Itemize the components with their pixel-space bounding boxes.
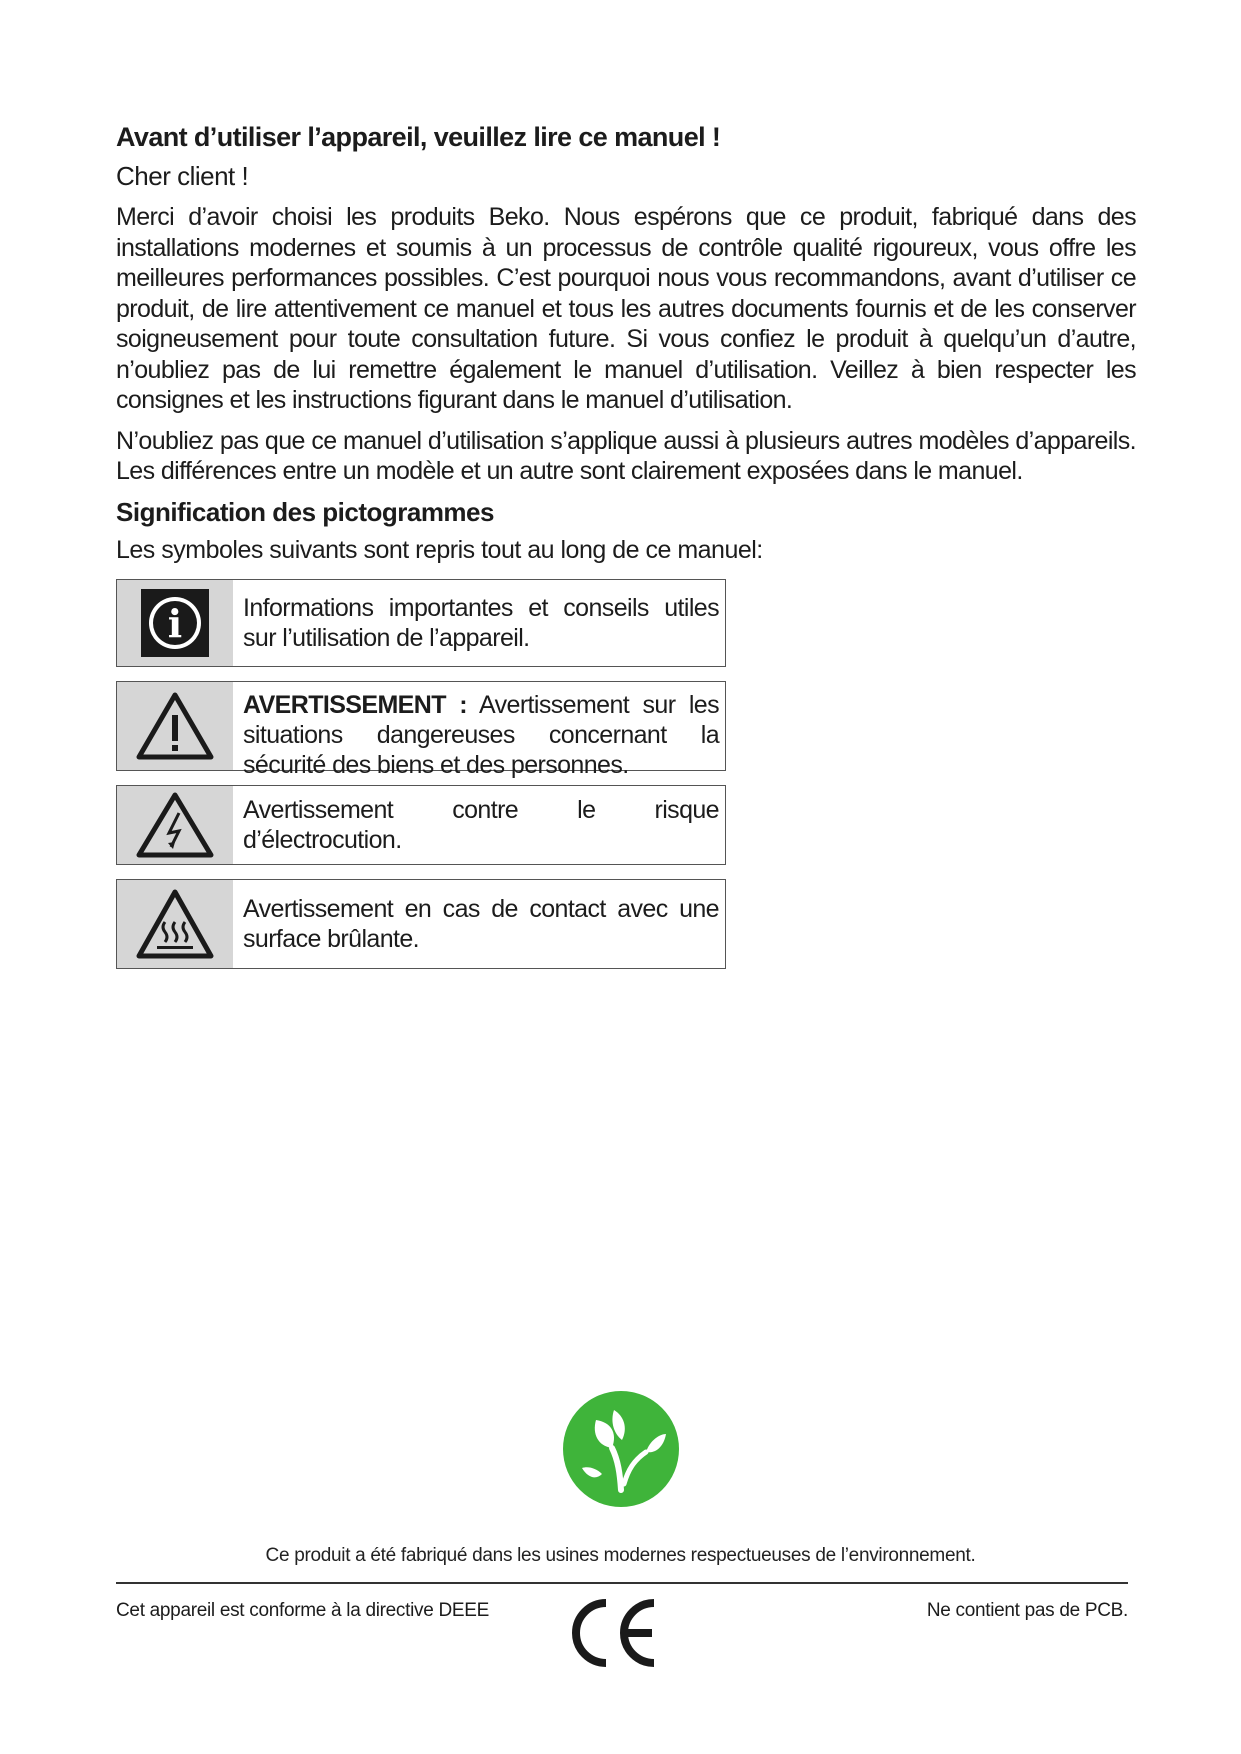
pictogram-text: Avertissement en cas de contact avec une surface brûlante. bbox=[243, 894, 719, 953]
pictogram-row-electric bbox=[116, 785, 726, 865]
pictogram-row-hot-surface bbox=[116, 879, 726, 969]
leaf-icon bbox=[562, 1390, 680, 1513]
eco-statement: Ce produit a été fabriqué dans les usines modernes respectueuses de l’environnement. bbox=[265, 1545, 976, 1566]
pcb-statement: Ne contient pas de PCB. bbox=[926, 1600, 1128, 1621]
intro-paragraph: Merci d’avoir choisi les produits Beko. Nous espérons que ce produit, fabriqué dans des installations modernes et soumis à un processus de contrôle qualité rigoureux, vous offre les meilleures performances possibles. C’est pourquoi nous vous recommandons, avant d’utiliser ce produit, de lire attentivement ce manuel et tous les autres documents fournis et de les conserver soigneusement pour toute consultation future. Si vous confiez le produit à quelqu’un d’autre, n’oubliez pas de lui remettre également le manuel d’utilisation. Veillez à bien respecter les consignes et les instructions figurant dans le manuel d’utilisation. bbox=[116, 203, 1136, 414]
pictogram-list bbox=[116, 579, 726, 969]
pictogram-text: Avertissement contre le risque d’électrocution. bbox=[243, 795, 719, 854]
electric-shock-icon bbox=[117, 786, 233, 864]
greeting: Cher client ! bbox=[116, 161, 249, 191]
hot-surface-icon bbox=[117, 880, 233, 968]
pictogram-text: Avertissement sur les situations dangereuses concernant la sécurité des biens et des personnes. bbox=[243, 690, 719, 779]
info-icon bbox=[117, 580, 233, 666]
footer-divider bbox=[116, 1582, 1128, 1584]
pictogram-row-warning bbox=[116, 681, 726, 779]
pictogram-row-info bbox=[116, 579, 726, 667]
weee-compliance-text: Cet appareil est conforme à la directive DEEE bbox=[116, 1600, 490, 1621]
svg-text:i: i bbox=[167, 600, 183, 646]
pictogram-prefix: AVERTISSEMENT : bbox=[243, 690, 467, 719]
ce-mark-icon bbox=[566, 1593, 666, 1678]
section-title: Signification des pictogrammes bbox=[116, 496, 494, 527]
warning-icon bbox=[117, 682, 233, 770]
section-intro: Les symboles suivants sont repris tout au long de ce manuel: bbox=[116, 535, 763, 564]
page-title: Avant d’utiliser l’appareil, veuillez lire ce manuel ! bbox=[116, 122, 721, 152]
eco-section bbox=[0, 1390, 1241, 1513]
page-content bbox=[116, 122, 1136, 983]
pictogram-text: Informations importantes et conseils utiles sur l’utilisation de l’appareil. bbox=[243, 593, 719, 652]
models-paragraph: N’oubliez pas que ce manuel d’utilisation s’applique aussi à plusieurs autres modèles d’appareils. Les différences entre un modèle et un autre sont clairement exposées dans le manuel. bbox=[116, 426, 1136, 485]
